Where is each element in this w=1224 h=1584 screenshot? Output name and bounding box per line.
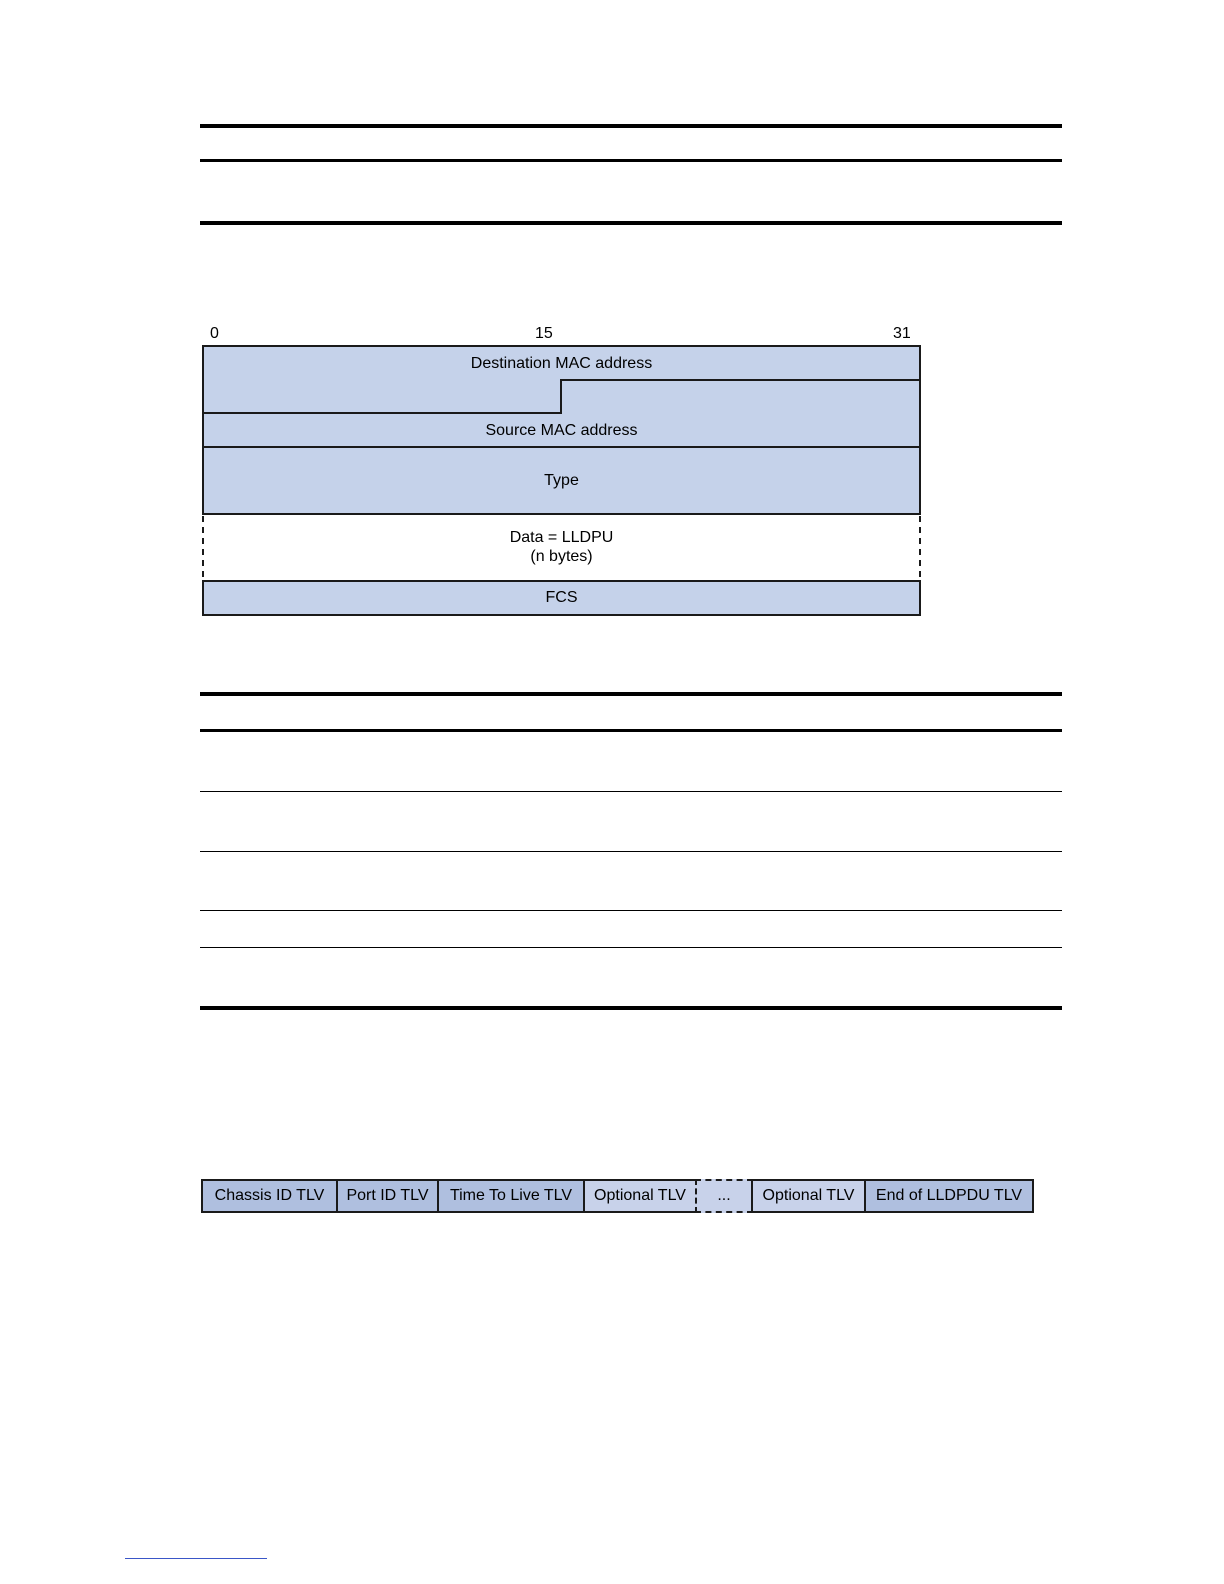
tlv-label: End of LLDPDU TLV <box>875 1187 1023 1204</box>
tlv-port-id <box>336 1179 439 1213</box>
tlv-ellipsis-gap <box>695 1179 753 1213</box>
fcs-label: FCS <box>545 589 578 606</box>
table2-top-rule <box>200 692 1062 696</box>
tlv-label: Optional TLV <box>762 1187 855 1204</box>
tlv-time-to-live <box>437 1179 585 1213</box>
destination-mac-label: Destination MAC address <box>470 355 653 372</box>
type-label: Type <box>544 472 579 489</box>
source-mac-label: Source MAC address <box>485 422 638 439</box>
table2-header-rule <box>200 729 1062 732</box>
lldpdu-tlv-strip <box>201 1179 1032 1213</box>
tlv-label: Port ID TLV <box>346 1187 429 1204</box>
tlv-label: Optional TLV <box>594 1187 686 1204</box>
tlv-end-of-lldpdu <box>864 1179 1034 1213</box>
table2-row-divider <box>200 791 1062 792</box>
bit-label-end: 31 <box>893 325 911 342</box>
bit-label-start: 0 <box>210 325 219 342</box>
tlv-label: Chassis ID TLV <box>214 1187 325 1204</box>
footer-link-underline[interactable] <box>125 1558 267 1559</box>
tlv-optional-last <box>751 1179 866 1213</box>
tlv-label: Time To Live TLV <box>449 1187 573 1204</box>
table2-row-divider <box>200 851 1062 852</box>
tlv-chassis-id <box>201 1179 338 1213</box>
tlv-label: ... <box>717 1187 731 1204</box>
bit-label-middle: 15 <box>535 325 553 342</box>
table2-bottom-rule <box>200 1006 1062 1010</box>
table2-row-divider <box>200 947 1062 948</box>
tlv-optional-first <box>583 1179 697 1213</box>
data-label-line2: (n bytes) <box>530 548 593 565</box>
table2-row-divider <box>200 910 1062 911</box>
data-label-line1: Data = LLDPU <box>509 529 614 546</box>
